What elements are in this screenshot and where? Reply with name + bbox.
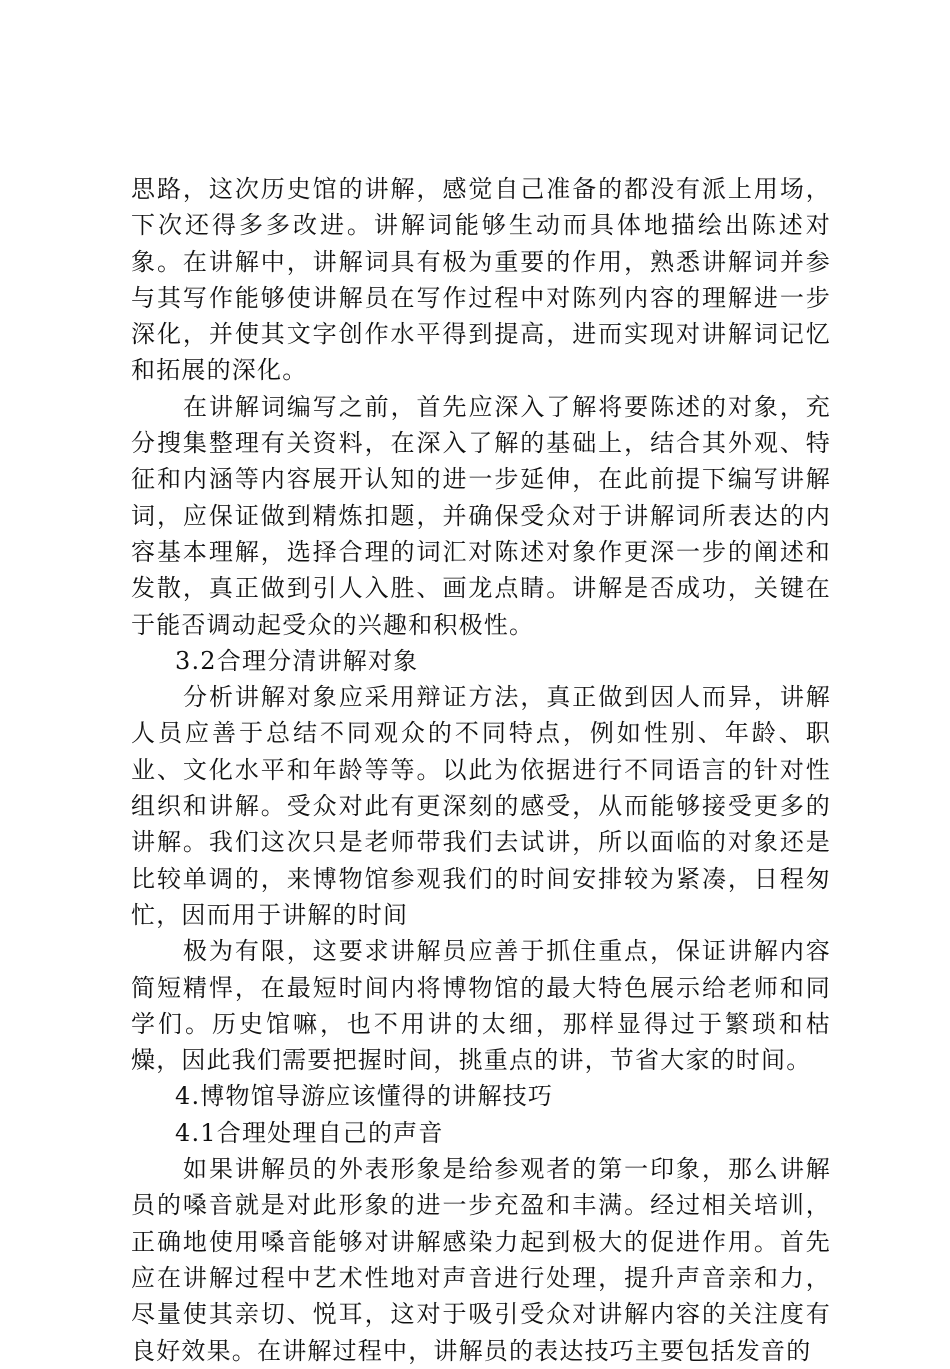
paragraph-lecture-script-preparation: 在讲解词编写之前，首先应深入了解将要陈述的对象，充分搜集整理有关资料，在深入了解的基础上，结合其外观、特征和内涵等内容展开认知的进一步延伸，在此前提下编写讲解词，应保证做到精炼扣题，并确保受众对于讲解词所表达的内容基本理解，选择合理的词汇对陈述对象作更深一步的阐述和发散，真正做到引人入胜、画龙点睛。讲解是否成功，关键在于能否调动起受众的兴趣和积极性。 — [131, 392, 831, 639]
paragraph-audience-analysis: 分析讲解对象应采用辩证方法，真正做到因人而异，讲解人员应善于总结不同观众的不同特点，例如性别、年龄、职业、文化水平和年龄等等。以此为依据进行不同语言的针对性组织和讲解。受众对此有更深刻的感受，从而能够接受更多的讲解。我们这次只是老师带我们去试讲，所以面临的对象还是比较单调的，来博物馆参观我们的时间安排较为紧凑，日程匆忙，因而用于讲解的时间 — [131, 683, 831, 929]
section-heading-4: 4.博物馆导游应该懂得的讲解技巧 — [175, 1082, 554, 1111]
section-heading-3-2: 3.2合理分清讲解对象 — [175, 646, 419, 675]
paragraph-continuation: 思路，这次历史馆的讲解，感觉自己准备的都没有派上用场，下次还得多多改进。讲解词能够生动而具体地描绘出陈述对象。在讲解中，讲解词具有极为重要的作用，熟悉讲解词并参与其写作能够使讲解员在写作过程中对陈列内容的理解进一步深化，并使其文字创作水平得到提高，进而实现对讲解词记忆和拓展的深化。 — [131, 175, 831, 385]
document-body — [131, 171, 831, 1369]
paragraph-time-limits: 极为有限，这要求讲解员应善于抓住重点，保证讲解内容简短精悍，在最短时间内将博物馆的最大特色展示给老师和同学们。历史馆嘛，也不用讲的太细，那样显得过于繁琐和枯燥，因此我们需要把握时间，挑重点的讲，节省大家的时间。 — [131, 937, 831, 1075]
section-heading-4-1: 4.1合理处理自己的声音 — [175, 1118, 444, 1147]
paragraph-voice-handling: 如果讲解员的外表形象是给参观者的第一印象，那么讲解员的嗓音就是对此形象的进一步充盈和丰满。经过相关培训，正确地使用嗓音能够对讲解感染力起到极大的促进作用。首先应在讲解过程中艺术性地对声音进行处理，提升声音亲和力，尽量使其亲切、悦耳，这对于吸引受众对讲解内容的关注度有良好效果。在讲解过程中，讲解员的表达技巧主要包括发音的 — [131, 1155, 831, 1365]
